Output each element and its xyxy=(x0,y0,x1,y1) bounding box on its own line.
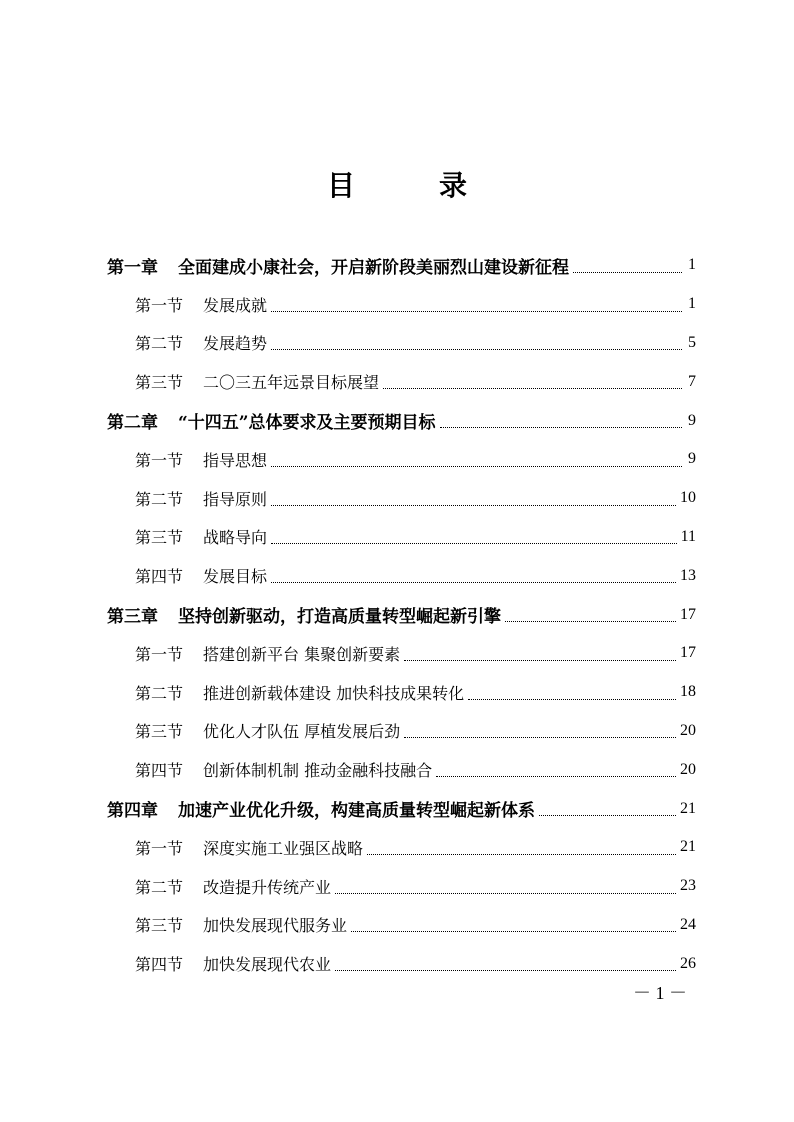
dot-leader xyxy=(271,582,676,583)
toc-entry-number: 第二节 xyxy=(135,877,184,897)
toc-section-entry[interactable] xyxy=(107,362,696,401)
dot-leader xyxy=(335,970,676,971)
dot-leader xyxy=(468,699,676,700)
toc-entry-number: 第三节 xyxy=(135,916,184,936)
toc-entry-number: 第四章 xyxy=(107,801,158,822)
toc-entry-number: 第四节 xyxy=(135,955,184,975)
dot-leader xyxy=(505,621,676,622)
toc-entry-number: 第一节 xyxy=(135,295,184,315)
toc-section-entry[interactable] xyxy=(107,906,696,945)
dot-leader xyxy=(573,272,682,273)
toc-entry-label xyxy=(107,642,400,665)
toc-entry-label xyxy=(107,564,267,587)
toc-entry-title: 二〇三五年远景目标展望 xyxy=(203,373,380,393)
toc-entry-page: 1 xyxy=(688,256,696,274)
toc-section-entry[interactable] xyxy=(107,750,696,789)
toc-entry-page: 21 xyxy=(680,799,696,817)
dot-leader xyxy=(404,660,676,661)
toc-entry-page: 26 xyxy=(680,954,696,972)
toc-entry-label xyxy=(107,293,267,316)
toc-entry-page: 17 xyxy=(680,644,696,662)
toc-entry-title: 搭建创新平台 集聚创新要素 xyxy=(203,644,401,664)
toc-entry-title: 加速产业优化升级，构建高质量转型崛起新体系 xyxy=(178,801,535,822)
toc-section-entry[interactable] xyxy=(107,556,696,595)
dot-leader xyxy=(367,854,676,855)
dot-leader xyxy=(335,893,676,894)
toc-section-entry[interactable] xyxy=(107,518,696,557)
toc-entry-number: 第三节 xyxy=(135,528,184,548)
toc-entry-title: 坚持创新驱动，打造高质量转型崛起新引擎 xyxy=(178,607,501,628)
toc-entry-title: 优化人才队伍 厚植发展后劲 xyxy=(203,722,401,742)
toc-entry-title: 加快发展现代服务业 xyxy=(203,916,348,936)
toc-entry-label xyxy=(107,370,379,393)
toc-entry-number: 第二章 xyxy=(107,413,158,434)
toc-entry-number: 第一节 xyxy=(135,644,184,664)
toc-entry-number: 第二节 xyxy=(135,683,184,703)
toc-entry-label xyxy=(107,681,464,704)
dot-leader xyxy=(440,427,682,428)
toc-entry-title: 指导原则 xyxy=(203,489,268,509)
toc-entry-title: 发展成就 xyxy=(203,295,268,315)
toc-entry-page: 20 xyxy=(680,721,696,739)
dot-leader xyxy=(271,466,682,467)
toc-section-entry[interactable] xyxy=(107,828,696,867)
toc-section-entry[interactable] xyxy=(107,673,696,712)
toc-entry-number: 第二节 xyxy=(135,334,184,354)
toc-chapter-entry[interactable] xyxy=(107,401,696,440)
toc-entry-title: 发展目标 xyxy=(203,567,268,587)
dot-leader xyxy=(271,505,676,506)
toc-chapter-entry[interactable] xyxy=(107,789,696,828)
dot-leader xyxy=(404,737,676,738)
dot-leader xyxy=(383,388,682,389)
toc-entry-page: 10 xyxy=(680,489,696,507)
toc-entry-page: 20 xyxy=(680,760,696,778)
toc-section-entry[interactable] xyxy=(107,634,696,673)
dot-leader xyxy=(271,311,682,312)
page-title: 目 录 xyxy=(326,169,495,202)
toc-entry-label xyxy=(107,448,267,471)
toc-entry-title: 深度实施工业强区战略 xyxy=(203,838,364,858)
toc-entry-label xyxy=(107,758,432,781)
toc-section-entry[interactable] xyxy=(107,440,696,479)
dot-leader xyxy=(436,776,676,777)
toc-entry-page: 21 xyxy=(680,838,696,856)
toc-entry-label xyxy=(107,331,267,354)
toc-entry-title: 战略导向 xyxy=(203,528,268,548)
toc-entry-page: 7 xyxy=(688,372,696,390)
toc-entry-page: 9 xyxy=(688,411,696,429)
toc-entry-title: 推进创新载体建设 加快科技成果转化 xyxy=(203,683,465,703)
toc-entry-number: 第四节 xyxy=(135,567,184,587)
toc-entry-title: 指导思想 xyxy=(203,450,268,470)
toc-entry-number: 第一节 xyxy=(135,450,184,470)
toc-entry-page: 1 xyxy=(688,295,696,313)
toc-entry-label xyxy=(107,913,347,936)
toc-chapter-entry[interactable] xyxy=(107,595,696,634)
toc-section-entry[interactable] xyxy=(107,324,696,363)
toc-entry-page: 23 xyxy=(680,877,696,895)
toc-entry-number: 第一节 xyxy=(135,838,184,858)
toc-entry-title: 加快发展现代农业 xyxy=(203,955,332,975)
toc-entry-label xyxy=(107,952,331,975)
toc-entry-title: 全面建成小康社会，开启新阶段美丽烈山建设新征程 xyxy=(178,257,569,278)
toc-entry-label xyxy=(107,836,363,859)
toc-entry-title: 改造提升传统产业 xyxy=(203,877,332,897)
toc-entry-page: 9 xyxy=(688,450,696,468)
dot-leader xyxy=(539,815,676,816)
toc-section-entry[interactable] xyxy=(107,944,696,983)
page-number: － 1 － xyxy=(633,983,687,1003)
toc-entry-label xyxy=(107,525,267,548)
toc-entry-label xyxy=(107,408,436,433)
toc-entry-number: 第一章 xyxy=(107,257,158,278)
toc-entry-page: 17 xyxy=(680,605,696,623)
toc-entry-label xyxy=(107,796,535,821)
toc-entry-title: 发展趋势 xyxy=(203,334,268,354)
toc-section-entry[interactable] xyxy=(107,712,696,751)
toc-entry-number: 第四节 xyxy=(135,761,184,781)
toc-section-entry[interactable] xyxy=(107,867,696,906)
toc-entry-label xyxy=(107,253,569,278)
toc-entry-page: 24 xyxy=(680,915,696,933)
toc-entry-page: 18 xyxy=(680,683,696,701)
toc-entry-label xyxy=(107,487,267,510)
toc-entry-label xyxy=(107,875,331,898)
dot-leader xyxy=(271,543,677,544)
toc-section-entry[interactable] xyxy=(107,479,696,518)
toc-section-entry[interactable] xyxy=(107,285,696,324)
table-of-contents xyxy=(107,246,696,983)
dot-leader xyxy=(271,349,682,350)
toc-entry-title: 创新体制机制 推动金融科技融合 xyxy=(203,761,433,781)
dot-leader xyxy=(351,931,676,932)
toc-entry-number: 第三章 xyxy=(107,607,158,628)
toc-entry-title: “十四五”总体要求及主要预期目标 xyxy=(178,413,436,434)
toc-entry-label xyxy=(107,602,501,627)
toc-entry-number: 第二节 xyxy=(135,489,184,509)
toc-entry-page: 13 xyxy=(680,566,696,584)
toc-chapter-entry[interactable] xyxy=(107,246,696,285)
toc-entry-page: 11 xyxy=(680,527,696,545)
toc-entry-label xyxy=(107,719,400,742)
toc-entry-number: 第三节 xyxy=(135,373,184,393)
toc-entry-page: 5 xyxy=(688,333,696,351)
toc-entry-number: 第三节 xyxy=(135,722,184,742)
